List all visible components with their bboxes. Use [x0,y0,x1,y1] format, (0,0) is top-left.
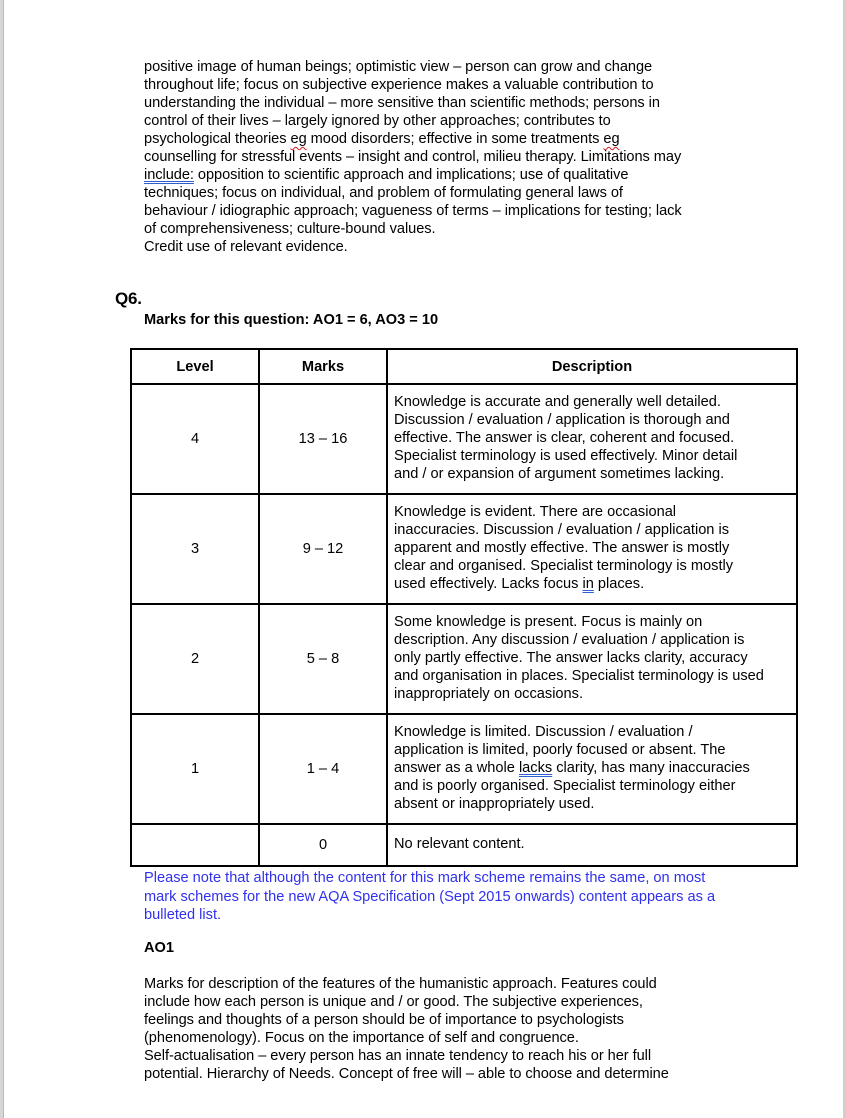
text-line: (phenomenology). Focus on the importance of self and congruence. [144,1030,579,1046]
text-line: counselling for stressful events – insight and control, milieu therapy. Limitations may [144,149,682,165]
table-row [131,824,797,866]
table-row [131,384,797,494]
table-row [131,714,797,824]
text-line: application is limited, poorly focused or absent. The [394,742,726,758]
header-level: Level [131,349,259,384]
text-line: feelings and thoughts of a person should be of importance to psychologists [144,1012,624,1028]
level-cell: 4 [131,384,259,494]
text-line: include how each person is unique and / or good. The subjective experiences, [144,994,643,1010]
marks-cell: 9 – 12 [259,494,387,604]
text-line: Discussion / evaluation / application is thorough and [394,412,730,428]
text-line: inaccuracies. Discussion / evaluation / application is [394,522,730,538]
marks-cell: 13 – 16 [259,384,387,494]
text-line: of comprehensiveness; culture-bound values. [144,221,436,237]
spelling-flag[interactable]: eg [603,131,620,147]
text-line: understanding the individual – more sensitive than scientific methods; persons in [144,95,660,111]
table-row [131,494,797,604]
text-line: inappropriately on occasions. [394,686,584,702]
text-line: Knowledge is limited. Discussion / evaluation / [394,724,693,740]
text-fragment: used effectively. Lacks focus [394,576,583,592]
paragraph-humanistic-evaluation [144,58,734,256]
text-line: absent or inappropriately used. [394,796,595,812]
text-line: Please note that although the content for this mark scheme remains the same, on most [144,870,706,886]
text-line: bulleted list. [144,907,222,923]
text-fragment: mood disorders; effective in some treatments [306,131,604,147]
question-title: Q6. [115,289,142,308]
text-line: Credit use of relevant evidence. [144,239,348,255]
text-line: and is poorly organised. Specialist terminology either [394,778,736,794]
text-fragment: answer as a whole [394,760,519,776]
header-marks: Marks [259,349,387,384]
text-line: mark schemes for the new AQA Specification (Sept 2015 onwards) content appears as a [144,888,716,905]
level-cell: 1 [131,714,259,824]
text-line [394,759,790,777]
grammar-flag[interactable]: include: [144,167,194,183]
description-cell [387,714,797,824]
text-line: potential. Hierarchy of Needs. Concept of free will – able to choose and determine [144,1066,669,1082]
text-line: Specialist terminology is used effectively. Minor detail [394,448,738,464]
text-line: Marks for description of the features of the humanistic approach. Features could [144,976,657,992]
text-line [394,575,790,593]
text-line: behaviour / idiographic approach; vagueness of terms – implications for testing; lack [144,203,682,219]
level-cell [131,824,259,866]
header-description: Description [387,349,797,384]
grammar-flag[interactable]: lacks [518,760,553,776]
level-cell: 2 [131,604,259,714]
text-line [144,166,734,184]
text-fragment: clarity, has many inaccuracies [552,760,750,776]
marks-cell: 5 – 8 [259,604,387,714]
description-cell: No relevant content. [387,824,797,866]
marks-summary: Marks for this question: AO1 = 6, AO3 = 10 [144,312,439,328]
text-line: Some knowledge is present. Focus is mainly on [394,614,703,630]
text-line: description. Any discussion / evaluation / application is [394,632,745,648]
text-line: Knowledge is accurate and generally well detailed. [394,394,721,410]
text-fragment: places. [593,576,645,592]
specification-note [144,869,774,925]
grammar-flag[interactable]: in [582,576,594,592]
marks-cell: 1 – 4 [259,714,387,824]
text-line: control of their lives – largely ignored by other approaches; contributes to [144,113,611,129]
text-line: Knowledge is evident. There are occasional [394,504,677,520]
text-line: positive image of human beings; optimistic view – person can grow and change [144,59,653,75]
text-line: techniques; focus on individual, and problem of formulating general laws of [144,185,623,201]
text-line: and / or expansion of argument sometimes lacking. [394,466,725,482]
paragraph-ao1 [144,975,744,1083]
ao1-heading: AO1 [144,940,175,956]
text-line: only partly effective. The answer lacks clarity, accuracy [394,650,748,666]
text-fragment: psychological theories [144,131,291,147]
table-header-row [131,349,797,384]
marks-cell: 0 [259,824,387,866]
mark-scheme-table [130,348,798,867]
text-line [144,130,734,148]
text-line: clear and organised. Specialist terminology is mostly [394,558,734,574]
text-fragment: opposition to scientific approach and implications; use of qualitative [193,167,629,183]
text-line: effective. The answer is clear, coherent and focused. [394,430,735,446]
spelling-flag[interactable]: eg [290,131,307,147]
description-cell [387,604,797,714]
level-cell: 3 [131,494,259,604]
table-row [131,604,797,714]
text-line: Self-actualisation – every person has an innate tendency to reach his or her full [144,1048,652,1064]
text-line: throughout life; focus on subjective experience makes a valuable contribution to [144,77,654,93]
text-line: apparent and mostly effective. The answer is mostly [394,540,730,556]
text-line: and organisation in places. Specialist terminology is used [394,668,764,684]
description-cell [387,494,797,604]
description-cell [387,384,797,494]
